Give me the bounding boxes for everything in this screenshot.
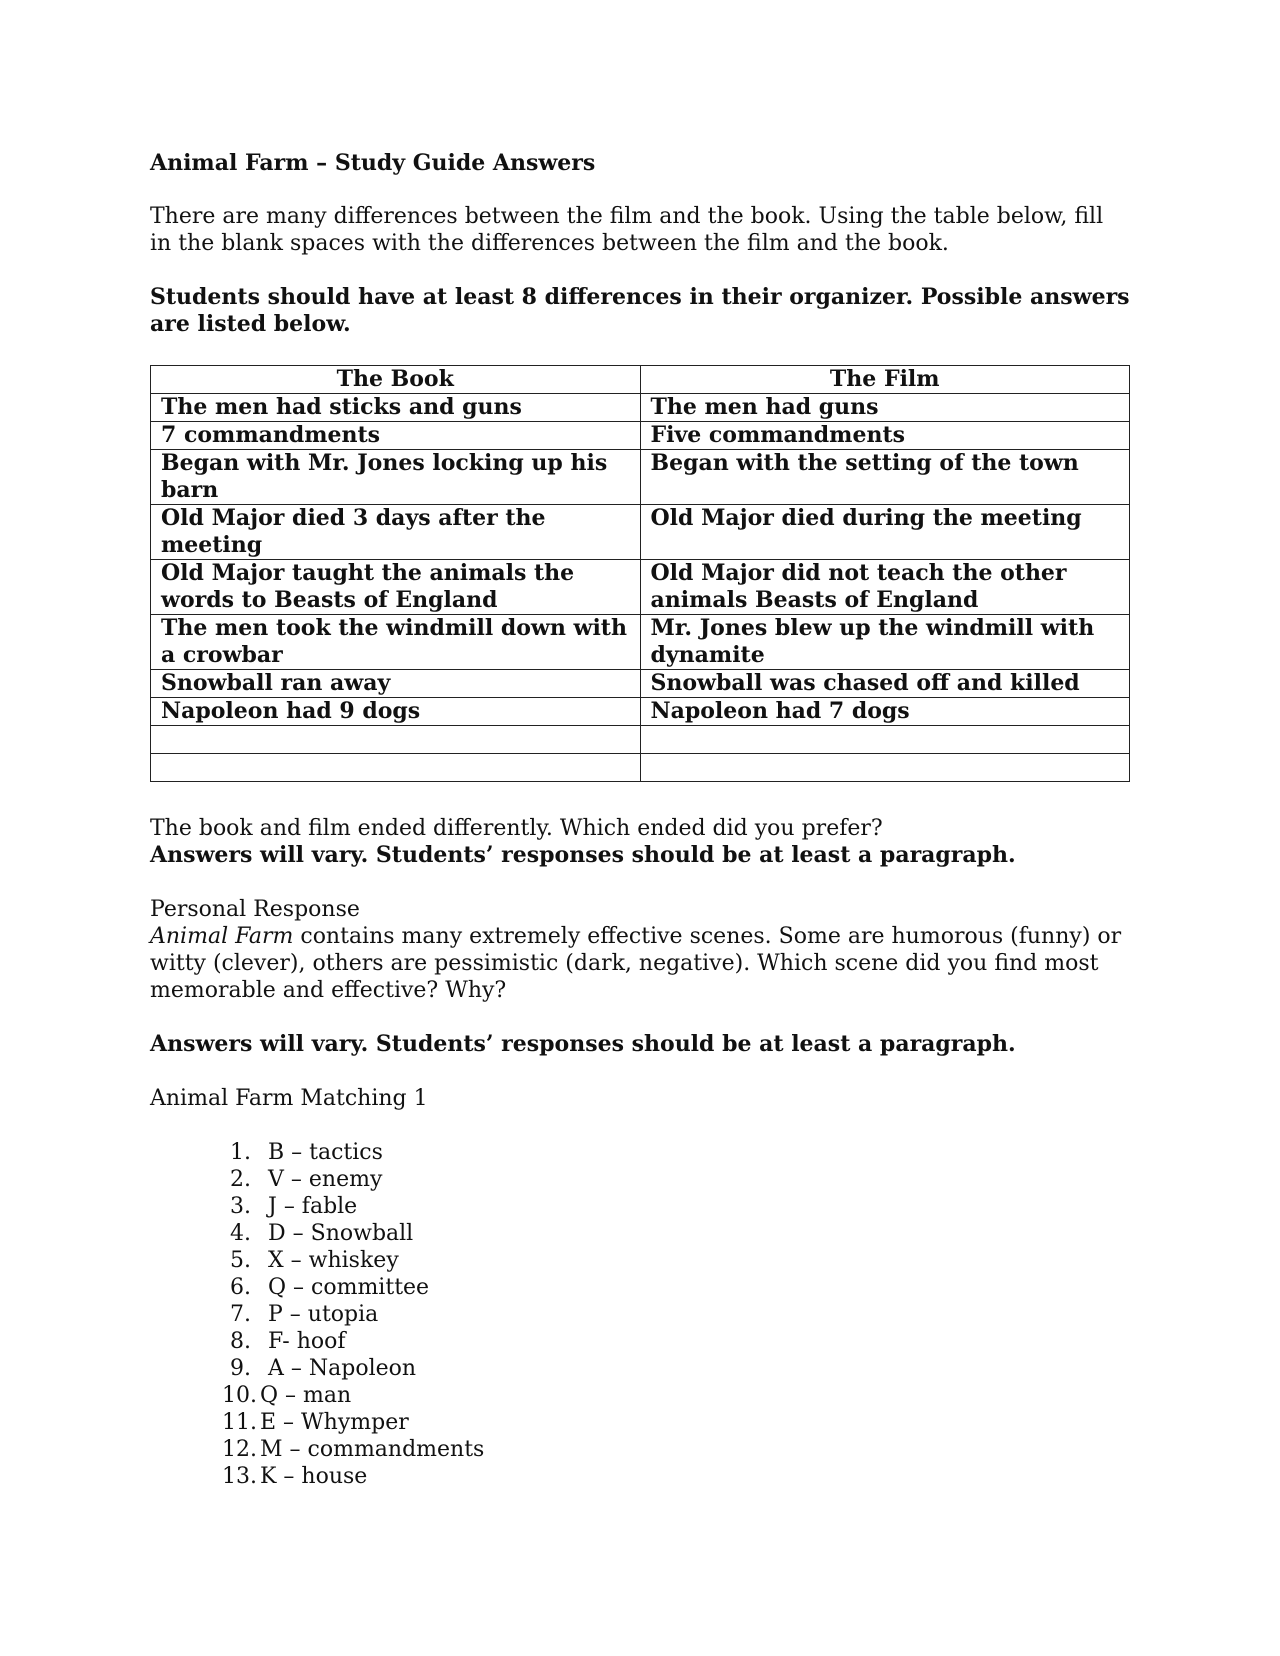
film-cell: Began with the setting of the town (640, 450, 1130, 505)
item-text: B – tactics (268, 1140, 383, 1165)
book-cell: Began with Mr. Jones locking up his barn (151, 450, 641, 505)
list-item (230, 1139, 1130, 1166)
list-item (222, 1463, 1130, 1490)
book-title: Animal Farm (150, 924, 294, 949)
table-row (151, 560, 1130, 615)
page-title: Animal Farm – Study Guide Answers (150, 150, 596, 176)
list-item (230, 1274, 1130, 1301)
item-number: 4. (230, 1221, 251, 1246)
book-cell: Snowball ran away (151, 670, 641, 698)
book-cell: The men took the windmill down with a crowbar (151, 615, 641, 670)
matching-heading: Animal Farm Matching 1 (150, 1086, 428, 1111)
film-cell: Napoleon had 7 dogs (640, 698, 1130, 726)
table-row (151, 505, 1130, 560)
item-number: 9. (230, 1356, 251, 1381)
item-text: P – utopia (268, 1302, 379, 1327)
item-number: 8. (230, 1329, 251, 1354)
list-item (222, 1409, 1130, 1436)
header-book: The Book (151, 366, 641, 394)
item-text: Q – man (260, 1383, 352, 1408)
item-text: D – Snowball (268, 1221, 414, 1246)
list-item (222, 1382, 1130, 1409)
item-text: X – whiskey (268, 1248, 399, 1273)
ending-question: The book and film ended differently. Which ended did you prefer? (150, 816, 883, 841)
list-item (230, 1166, 1130, 1193)
personal-question-text: contains many extremely effective scenes. Some are humorous (funny) or witty (clever), others are pessimistic (dark, negative). Which scene did you find most memorable and effective? Why? (150, 924, 1122, 1003)
personal-response-heading: Personal Response (150, 897, 360, 922)
intro-instructions: There are many differences between the film and the book. Using the table below, fill in the blank spaces with the differences between the film and the book. (150, 204, 1104, 256)
table-row (151, 422, 1130, 450)
item-number: 1. (230, 1140, 251, 1165)
item-text: A – Napoleon (268, 1356, 417, 1381)
book-cell: Napoleon had 9 dogs (151, 698, 641, 726)
book-cell: The men had sticks and guns (151, 394, 641, 422)
film-cell: Five commandments (640, 422, 1130, 450)
film-cell: The men had guns (640, 394, 1130, 422)
film-cell-blank (640, 754, 1130, 782)
item-text: J – fable (268, 1194, 358, 1219)
table-row (151, 615, 1130, 670)
film-cell: Old Major died during the meeting (640, 505, 1130, 560)
personal-response-answer: Answers will vary. Students’ responses should be at least a paragraph. (150, 1031, 1016, 1057)
document-page (150, 150, 1130, 1490)
item-text: Q – committee (268, 1275, 430, 1300)
intro-answer: Students should have at least 8 differences in their organizer. Possible answers are listed below. (150, 284, 1130, 337)
table-row-blank (151, 726, 1130, 754)
book-cell: 7 commandments (151, 422, 641, 450)
item-text: V – enemy (268, 1167, 383, 1192)
personal-response-question (150, 923, 1130, 1004)
book-cell: Old Major taught the animals the words to Beasts of England (151, 560, 641, 615)
item-number: 6. (230, 1275, 251, 1300)
item-number: 11. (222, 1410, 257, 1435)
item-text: E – Whymper (260, 1410, 409, 1435)
differences-table (150, 365, 1130, 782)
table-row (151, 450, 1130, 505)
item-number: 10. (222, 1383, 257, 1408)
list-item (230, 1220, 1130, 1247)
item-number: 7. (230, 1302, 251, 1327)
table-header-row (151, 366, 1130, 394)
book-cell-blank (151, 726, 641, 754)
list-item (230, 1328, 1130, 1355)
book-cell: Old Major died 3 days after the meeting (151, 505, 641, 560)
list-item (230, 1301, 1130, 1328)
book-cell-blank (151, 754, 641, 782)
film-cell-blank (640, 726, 1130, 754)
table-row (151, 394, 1130, 422)
film-cell: Old Major did not teach the other animals Beasts of England (640, 560, 1130, 615)
list-item (230, 1193, 1130, 1220)
item-number: 12. (222, 1437, 257, 1462)
list-item (222, 1436, 1130, 1463)
item-number: 5. (230, 1248, 251, 1273)
film-cell: Mr. Jones blew up the windmill with dynamite (640, 615, 1130, 670)
list-item (230, 1355, 1130, 1382)
table-row (151, 670, 1130, 698)
header-film: The Film (640, 366, 1130, 394)
item-text: K – house (260, 1464, 368, 1489)
item-text: M – commandments (260, 1437, 485, 1462)
item-number: 13. (222, 1464, 257, 1489)
item-number: 3. (230, 1194, 251, 1219)
item-number: 2. (230, 1167, 251, 1192)
ending-answer: Answers will vary. Students’ responses should be at least a paragraph. (150, 842, 1016, 868)
item-text: F- hoof (268, 1329, 346, 1354)
matching-list (150, 1139, 1130, 1490)
table-row (151, 698, 1130, 726)
table-row-blank (151, 754, 1130, 782)
film-cell: Snowball was chased off and killed (640, 670, 1130, 698)
list-item (230, 1247, 1130, 1274)
